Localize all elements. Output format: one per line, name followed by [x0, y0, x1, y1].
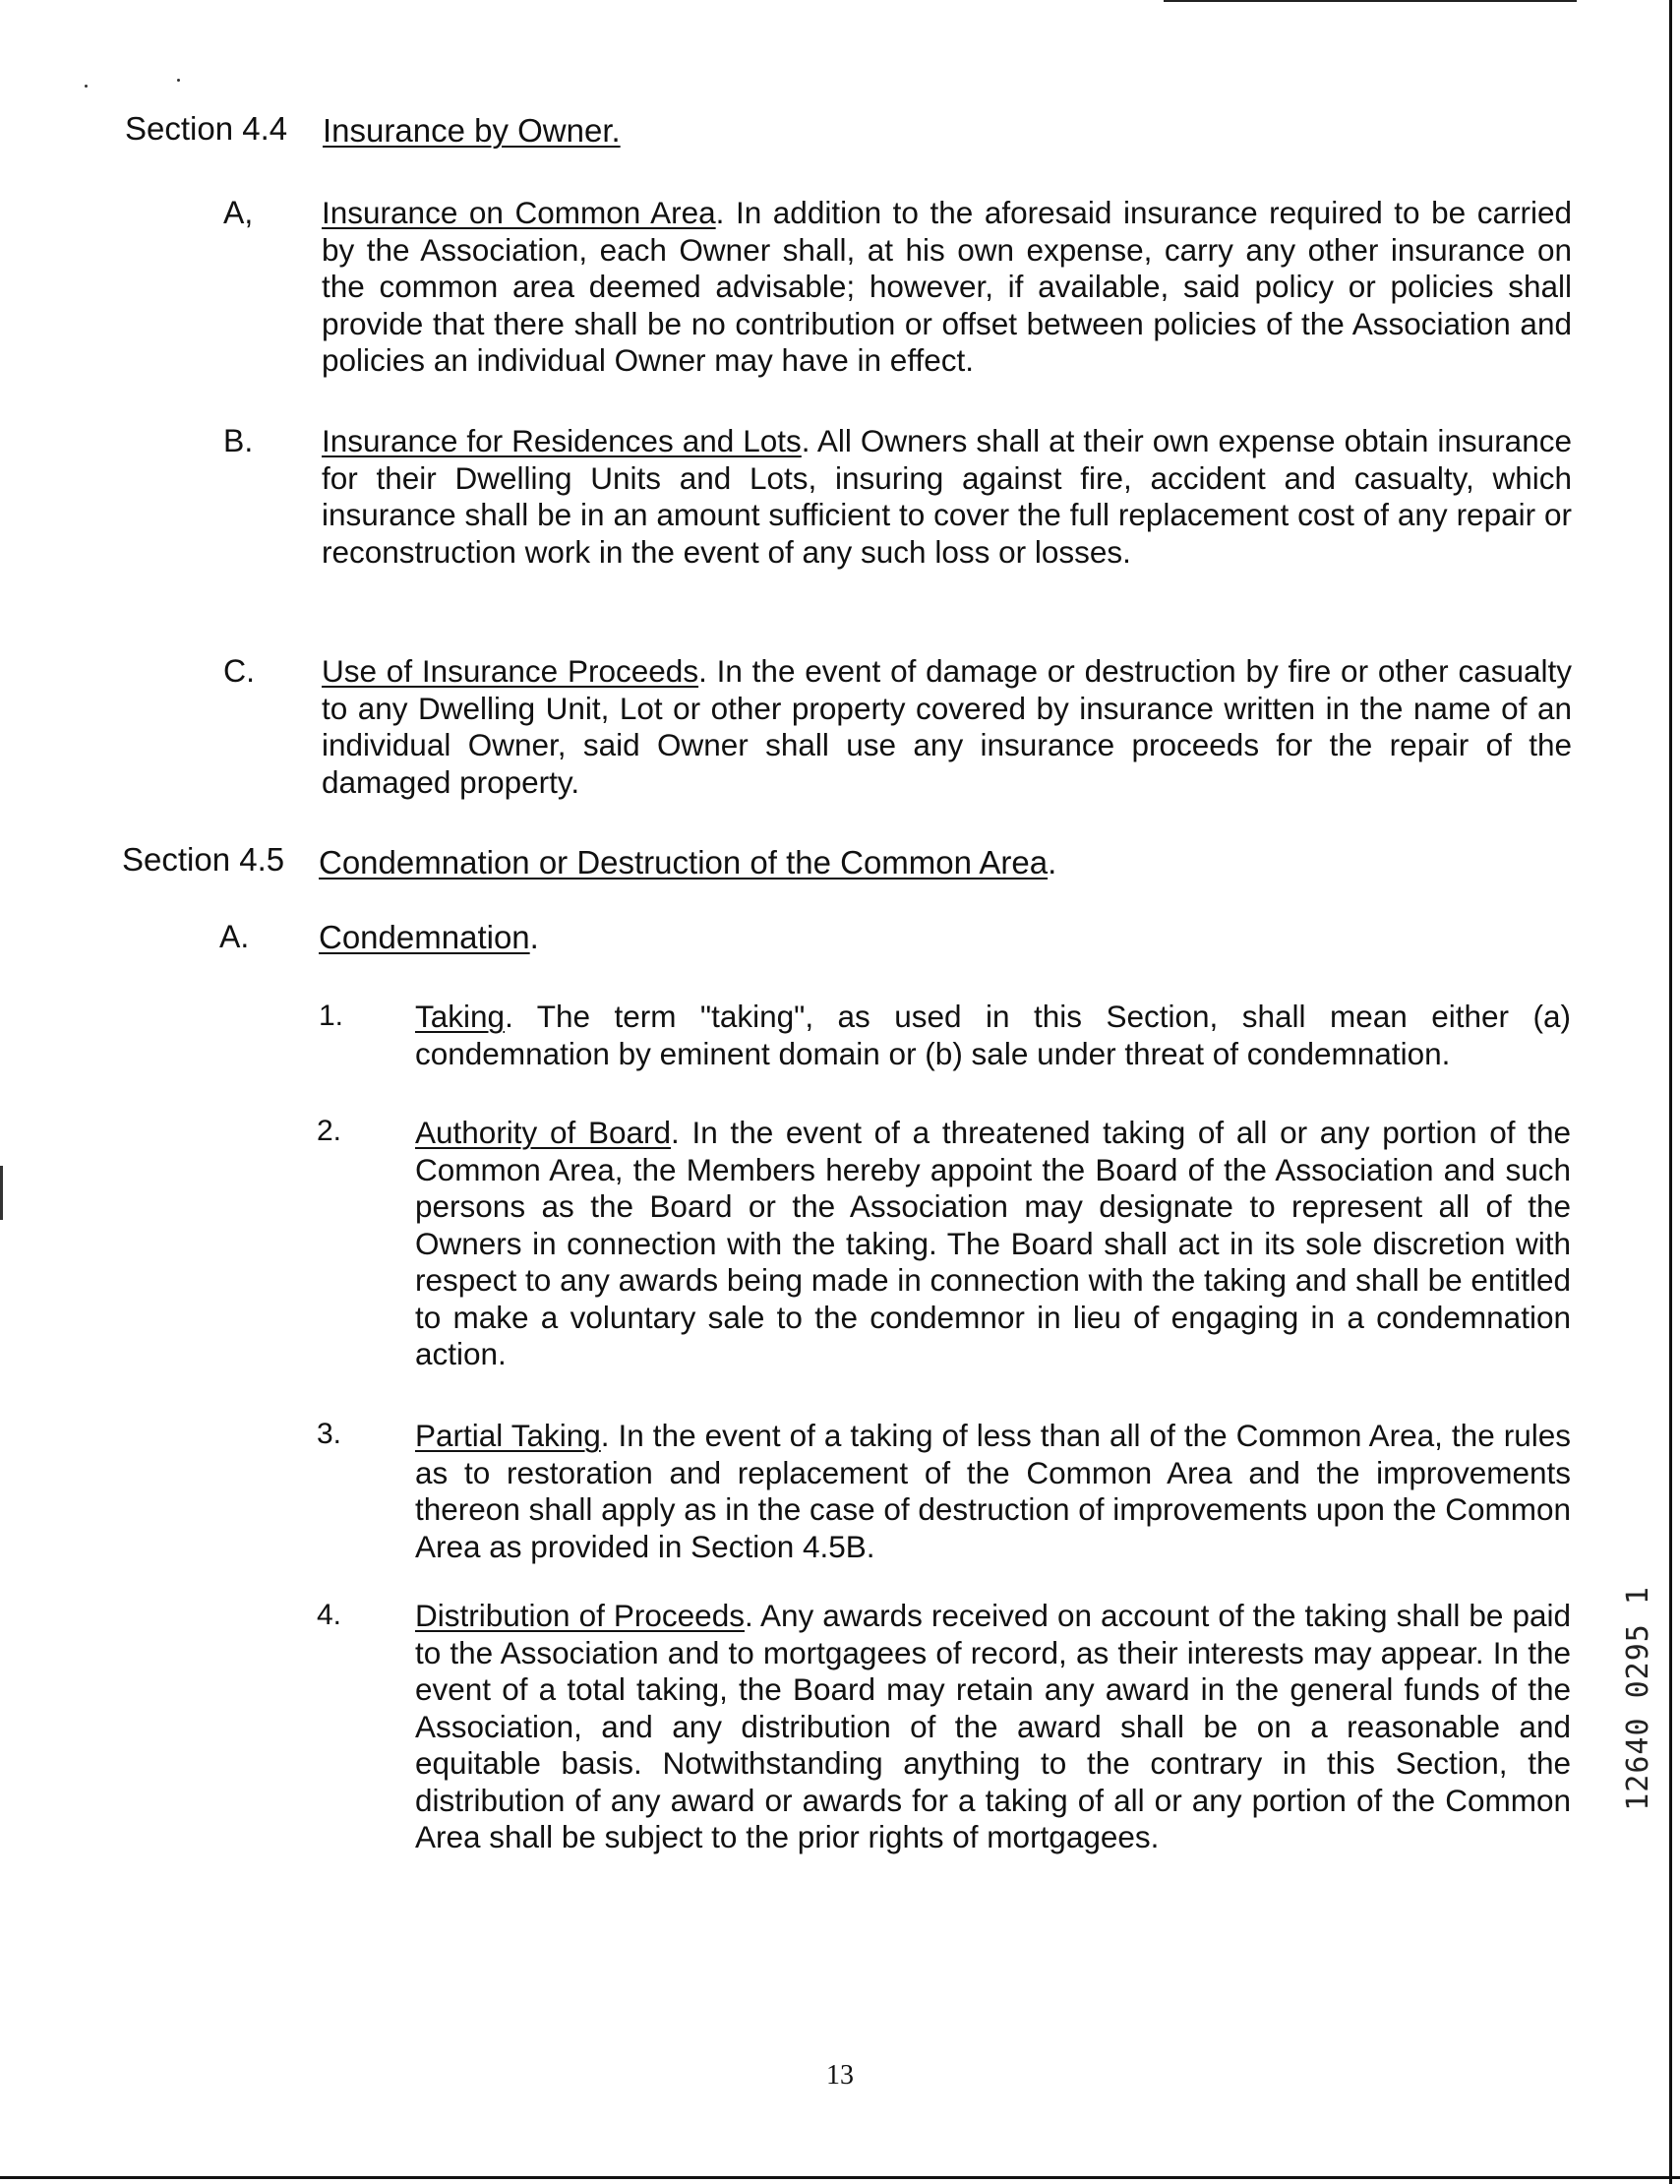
- section-title-tail: .: [1048, 844, 1057, 880]
- paragraph-body: . In the event of damage or destruction by fire or other casualty to any Dwelling Unit, Lot or other property covered by insurance written in the name of an individual Owner, said Owner shall use any insurance proceeds for the repair of the damaged property.: [322, 653, 1572, 800]
- paragraph-body: . The term "taking", as used in this Section, shall mean either (a) condemnation by eminent domain or (b) sale under threat of condemnation.: [415, 999, 1571, 1071]
- paragraph-body: . In the event of a taking of less than all of the Common Area, the rules as to restoration and replacement of the Common Area and the improvements thereon shall apply as in the case of destruction of improvements upon the Common Area as provided in Section 4.5B.: [415, 1418, 1571, 1564]
- paragraph: [415, 1418, 1571, 1565]
- subitem-number: 2.: [317, 1115, 342, 1147]
- subitem-number: 1.: [319, 1000, 344, 1032]
- subitem-number: 4.: [317, 1599, 342, 1631]
- paragraph: [322, 423, 1572, 571]
- paragraph-heading: Distribution of Proceeds: [415, 1598, 745, 1633]
- paragraph-body: . In the event of a threatened taking of all or any portion of the Common Area, the Members hereby appoint the Board of the Association and such persons as the Board or the Association may designate to represent all of the Owners in connection with the taking. The Board shall act in its sole discretion with respect to any awards being made in connection with the taking and shall be entitled to make a voluntary sale to the condemnor in lieu of engaging in a condemnation action.: [415, 1115, 1572, 1371]
- section-number: Section 4.5: [122, 841, 285, 878]
- item-letter: A,: [223, 195, 254, 230]
- section-title: Condemnation or Destruction of the Common Area: [319, 844, 1049, 880]
- subsection-title: Condemnation: [319, 919, 530, 955]
- paragraph-body: . All Owners shall at their own expense obtain insurance for their Dwelling Units and Lots, insuring against fire, accident and casualty, which insurance shall be in an amount sufficient to cover the full replacement cost of any repair or reconstruction work in the event of any such loss or losses.: [322, 423, 1572, 570]
- paragraph-body: . Any awards received on account of the taking shall be paid to the Association and to mortgagees of record, as their interests may appear. In the event of a total taking, the Board may retain any award in the general funds of the Association, and any distribution of the award shall be on a reasonable and equitable basis. Notwithstanding anything to the contrary in this Section, the distribution of any award or awards for a taking of all or any portion of the Common Area shall be subject to the prior rights of mortgagees.: [415, 1598, 1571, 1854]
- section-title-line: [319, 843, 1056, 882]
- paragraph: [415, 1115, 1571, 1373]
- paragraph-heading: Insurance for Residences and Lots: [322, 423, 802, 458]
- paragraph: [322, 195, 1572, 380]
- paragraph-heading: Authority of Board: [415, 1115, 672, 1150]
- item-letter: A.: [219, 919, 250, 954]
- scan-edge-right: [1669, 0, 1672, 2184]
- scan-edge-top: [1164, 0, 1577, 2]
- section-number: Section 4.4: [125, 110, 288, 147]
- paragraph-body: . In addition to the aforesaid insurance required to be carried by the Association, each Owner shall, at his own expense, carry any other insurance on the common area deemed advisable; however, if available, said policy or policies shall provide that there shall be no contribution or offset between policies of the Association and policies an individual Owner may have in effect.: [322, 195, 1572, 378]
- paragraph: [322, 653, 1572, 801]
- scan-mark-left: [0, 1166, 3, 1220]
- paragraph-heading: Taking: [415, 999, 506, 1034]
- scan-speck: [85, 85, 88, 88]
- side-document-number: 12640 0295 1: [1621, 1586, 1655, 1811]
- paragraph: [415, 999, 1571, 1072]
- item-letter: C.: [223, 653, 255, 689]
- scan-edge-bottom: [0, 2176, 1680, 2179]
- subsection-title-line: [319, 918, 539, 957]
- paragraph: [415, 1598, 1571, 1856]
- item-letter: B.: [223, 423, 254, 458]
- paragraph-heading: Use of Insurance Proceeds: [322, 653, 699, 689]
- paragraph-heading: Insurance on Common Area: [322, 195, 716, 230]
- subsection-title-tail: .: [529, 919, 539, 955]
- scan-speck: [177, 79, 180, 82]
- section-title: Insurance by Owner.: [323, 112, 621, 149]
- paragraph-heading: Partial Taking: [415, 1418, 601, 1453]
- page-number: 13: [826, 2060, 854, 2091]
- subitem-number: 3.: [317, 1418, 342, 1450]
